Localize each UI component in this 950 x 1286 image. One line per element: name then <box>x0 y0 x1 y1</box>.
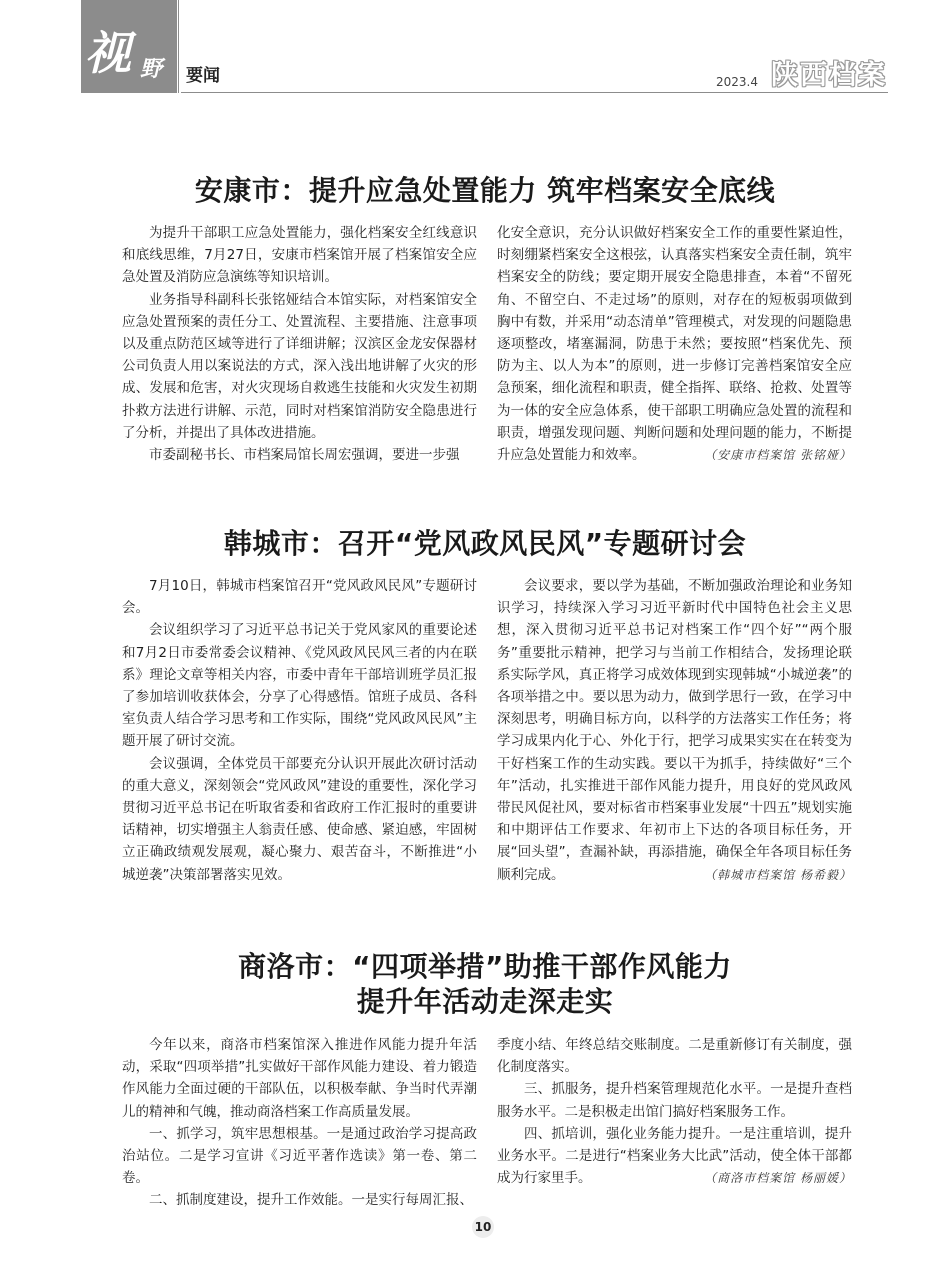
paragraph: 今年以来，商洛市档案馆深入推进作风能力提升年活动，采取“四项举措”扎实做好干部作风能力建设、着力锻造作风能力全面过硬的干部队伍，以积极奉献、争当时代弄潮儿的精神和气魄，推动商洛档案工作高质量发展。 <box>122 1037 477 1120</box>
article-title: 安康市：提升应急处置能力 筑牢档案安全底线 <box>194 174 776 207</box>
section-logo-char-big: 视 <box>85 26 129 80</box>
article-title: 韩城市：召开“党风政风民风”专题研讨会 <box>223 527 747 560</box>
paragraph: 一、抓学习，筑牢思想根基。一是通过政治学习提高政治站位。二是学习宣讲《习近平著作选读》第一卷、第二卷。 <box>122 1125 477 1187</box>
paragraph: 市委副秘书长、市档案局馆长周宏强调，要进一步强 <box>149 447 460 464</box>
article-column-left <box>122 1034 477 1212</box>
section-logo-block <box>81 0 177 93</box>
article-column-left <box>122 575 477 886</box>
article-column-right <box>497 1034 852 1189</box>
paragraph: 7月10日，韩城市档案馆召开“党风政风民风”专题研讨会。 <box>122 578 477 617</box>
section-logo-char-small: 野 <box>140 56 163 82</box>
paragraph <box>497 222 852 466</box>
article-column-left <box>122 222 477 466</box>
header-rule <box>181 92 888 93</box>
paragraph: 业务指导科副科长张铭娅结合本馆实际，对档案馆安全应急处置预案的责任分工、处置流程、主要措施、注意事项以及重点防范区域等进行了详细讲解；汉滨区金龙安保器材公司负责人用以案说法的方式，深入浅出地讲解了火灾的形成、发展和危害，对火灾现场自救逃生技能和火灾发生初期扑救方法进行讲解、示范，同时对档案馆消防安全隐患进行了分析，并提出了具体改进措施。 <box>122 291 477 441</box>
byline: （安康市档案馆 张铭娅） <box>704 448 852 463</box>
paragraph: 三、抓服务，提升档案管理规范化水平。一是提升查档服务水平。二是积极走出馆门搞好档案服务工作。 <box>497 1081 852 1120</box>
article-column-right <box>497 222 852 466</box>
paragraph: 为提升干部职工应急处置能力，强化档案安全红线意识和底线思维，7月27日，安康市档案馆开展了档案馆安全应急处置及消防应急演练等知识培训。 <box>122 225 477 286</box>
article-column-right <box>497 575 852 886</box>
paragraph: 季度小结、年终总结交账制度。二是重新修订有关制度，强化制度落实。 <box>497 1037 852 1076</box>
page-number: 10 <box>472 1216 494 1238</box>
issue-date: 2023.4 <box>716 75 758 89</box>
paragraph-text: 会议要求，要以学为基础，不断加强政治理论和业务知识学习，持续深入学习习近平新时代中国特色社会主义思想，深入贯彻习近平总书记对档案工作“四个好”“两个服务”重要批示精神，把学习与当前工作相结合，发扬理论联系实际学风，真正将学习成效体现到实现韩城“小城逆袭”的各项举措之中。要以思为动力，做到学思行一致，在学习中深刻思考，明确目标方向，以科学的方法落实工作任务；将学习成果内化于心、外化于行，把学习成果实实在在转变为干好档案工作的生动实践。要以干为抓手，持续做好“三个年”活动，扎实推进干部作风能力提升，用良好的党风政风带民风促社风，要对标省市档案事业发展“十四五”规划实施和中期评估工作要求、年初市上下达的各项目标任务，开展“回头望”，查漏补缺，再添措施，确保全年各项目标任务顺利完成。 <box>497 578 852 883</box>
header-divider-vertical <box>178 0 179 93</box>
paragraph <box>497 575 852 886</box>
byline: （商洛市档案馆 杨丽媛） <box>704 1171 852 1186</box>
byline: （韩城市档案馆 杨希毅） <box>704 867 852 882</box>
magazine-title: 陕西档案 <box>771 60 887 91</box>
paragraph: 会议组织学习了习近平总书记关于党风家风的重要论述和7月2日市委常委会议精神、《党风政风民风三者的内在联系》理论文章等相关内容，市委中青年干部培训班学员汇报了参加培训收获体会，分享了心得感悟。馆班子成员、各科室负责人结合学习思考和工作实际，围绕“党风政风民风”主题开展了研讨交流。 <box>122 622 477 750</box>
paragraph-text: 化安全意识，充分认识做好档案安全工作的重要性紧迫性，时刻绷紧档案安全这根弦，认真落实档案安全责任制，筑牢档案安全的防线；要定期开展安全隐患排查，本着“不留死角、不留空白、不走过场”的原则，对存在的短板弱项做到胸中有数，并采用“动态清单”管理模式，对发现的问题隐患逐项整改，堵塞漏洞，防患于未然；要按照“档案优先、预防为主、以人为本”的原则，进一步修订完善档案馆安全应急预案，细化流程和职责，健全指挥、联络、抢救、处置等为一体的安全应急体系，使干部职工明确应急处置的流程和职责，增强发现问题、判断问题和处理问题的能力，不断提升应急处置能力和效率。 <box>497 225 852 464</box>
article-title-line-2: 提升年活动走深走实 <box>356 985 614 1018</box>
paragraph: 二、抓制度建设，提升工作效能。一是实行每周汇报、 <box>149 1192 473 1209</box>
paragraph-text: 四、抓培训，强化业务能力提升。一是注重培训，提升业务水平。二是进行“档案业务大比武”活动，使全体干部都成为行家里手。 <box>497 1125 852 1187</box>
paragraph: 会议强调，全体党员干部要充分认识开展此次研讨活动的重大意义，深刻领会“党风政风”建设的重要性，深化学习贯彻习近平总书记在听取省委和省政府工作汇报时的重要讲话精神，切实增强主人翁责任感、使命感、紧迫感，牢固树立正确政绩观发展观，凝心聚力、艰苦奋斗，不断推进“小城逆袭”决策部署落实见效。 <box>122 755 477 883</box>
article-title-line-1: 商洛市：“四项举措”助推干部作风能力 <box>238 950 732 983</box>
paragraph <box>497 1123 852 1190</box>
section-name: 要闻 <box>186 66 220 86</box>
